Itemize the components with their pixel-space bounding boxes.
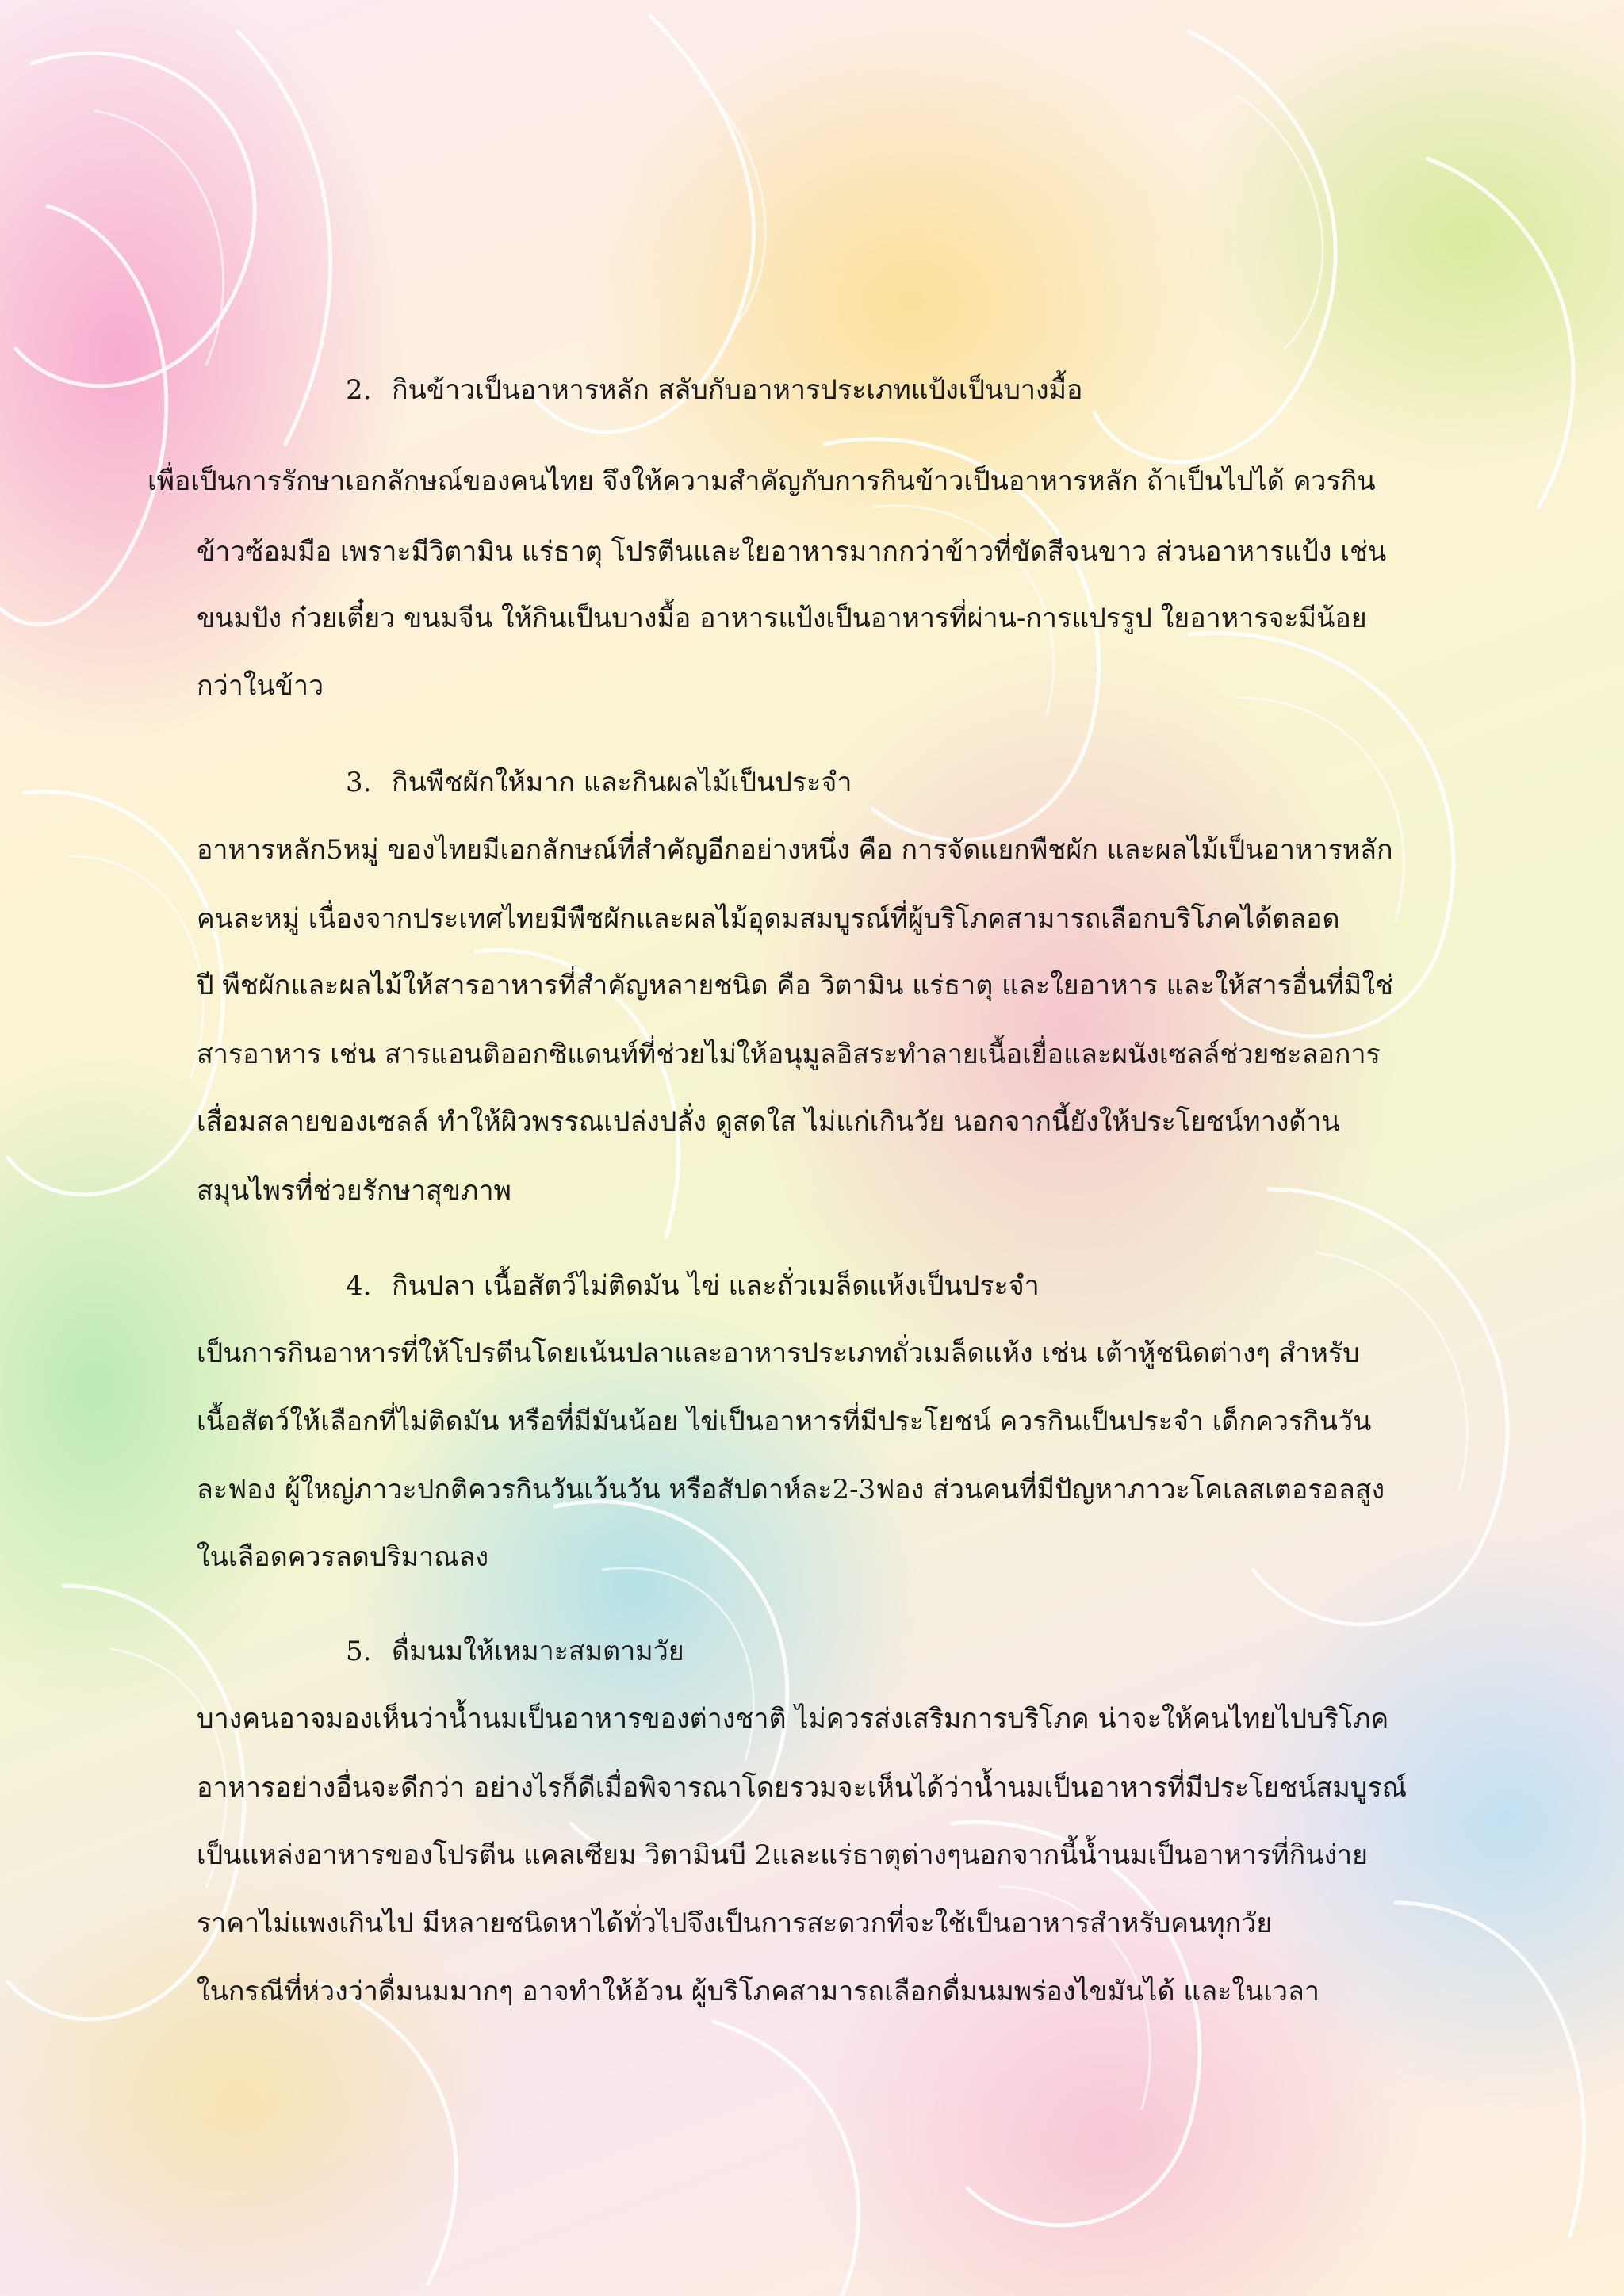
section-2-line-2: ข้าวซ้อมมือ เพราะมีวิตามิน แร่ธาตุ โปรตีนและใยอาหารมากกว่าข้าวที่ขัดสีจนขาว ส่วนอาหารแป้ง เช่น — [197, 536, 1387, 568]
section-4-title: กินปลา เนื้อสัตว์ไม่ติดมัน ไข่ และถั่วเมล็ดแห้งเป็นประจำ — [392, 1270, 1040, 1302]
section-3-title: กินพืชผักให้มาก และกินผลไม้เป็นประจำ — [392, 767, 852, 798]
section-4-heading — [346, 1269, 1040, 1303]
section-3-line-1: อาหารหลัก5หมู่ ของไทยมีเอกลักษณ์ที่สำคัญอีกอย่างหนึ่ง คือ การจัดแยกพืชผัก และผลไม้เป็นอาหารหลัก — [197, 834, 1393, 866]
section-5-title: ดื่มนมให้เหมาะสมตามวัย — [392, 1636, 684, 1667]
section-5-line-4: ราคาไม่แพงเกินไป มีหลายชนิดหาได้ทั่วไปจึงเป็นการสะดวกที่จะใช้เป็นอาหารสำหรับคนทุกวัย — [197, 1908, 1273, 1939]
section-4-line-4: ในเลือดควรลดปริมาณลง — [197, 1541, 489, 1573]
section-5-line-1: บางคนอาจมองเห็นว่าน้ำนมเป็นอาหารของต่างชาติ ไม่ควรส่งเสริมการบริโภค น่าจะให้คนไทยไปบริโภค — [197, 1703, 1389, 1735]
section-5-number: 5. — [346, 1636, 372, 1667]
section-3-line-3: ปี พืชผักและผลไม้ให้สารอาหารที่สำคัญหลายชนิด คือ วิตามิน แร่ธาตุ และใยอาหาร และให้สารอื่นที่มิใช่ — [197, 970, 1394, 1001]
section-3-line-5: เสื่อมสลายของเซลล์ ทำให้ผิวพรรณเปล่งปลั่ง ดูสดใส ไม่แก่เกินวัย นอกจากนี้ยังให้ประโยชน์ทางด้าน — [197, 1106, 1340, 1138]
section-5-line-2: อาหารอย่างอื่นจะดีกว่า อย่างไรก็ดีเมื่อพิจารณาโดยรวมจะเห็นได้ว่าน้ำนมเป็นอาหารที่มีประโยชน์สมบูรณ์ — [197, 1772, 1408, 1804]
section-2-heading — [346, 373, 1082, 408]
section-5-line-5: ในกรณีที่ห่วงว่าดื่มนมมากๆ อาจทำให้อ้วน ผู้บริโภคสามารถเลือกดื่มนมพร่องไขมันได้ และในเวลา — [197, 1976, 1320, 2007]
section-3-line-2: คนละหมู่ เนื่องจากประเทศไทยมีพืชผักและผลไม้อุดมสมบูรณ์ที่ผู้บริโภคสามารถเลือกบริโภคได้ตลอด — [197, 903, 1340, 935]
section-3-line-4: สารอาหาร เช่น สารแอนติออกซิแดนท์ที่ช่วยไม่ให้อนุมูลอิสระทำลายเนื้อเยื่อและผนังเซลล์ช่วยชะลอการ — [197, 1039, 1381, 1070]
section-2-title: กินข้าวเป็นอาหารหลัก สลับกับอาหารประเภทแป้งเป็นบางมื้อ — [392, 374, 1083, 406]
section-3-number: 3. — [346, 767, 372, 798]
section-5-line-3: เป็นแหล่งอาหารของโปรตีน แคลเซียม วิตามินบี 2และแร่ธาตุต่างๆนอกจากนี้น้ำนมเป็นอาหารที่กินง่าย — [197, 1839, 1369, 1871]
section-4-line-2: เนื้อสัตว์ให้เลือกที่ไม่ติดมัน หรือที่มีมันน้อย ไข่เป็นอาหารที่มีประโยชน์ ควรกินเป็นประจำ เด็กควรกินวัน — [197, 1406, 1372, 1437]
section-3-line-6: สมุนไพรที่ช่วยรักษาสุขภาพ — [197, 1175, 511, 1207]
section-2-line-1: เพื่อเป็นการรักษาเอกลักษณ์ของคนไทย จึงให้ความสำคัญกับการกินข้าวเป็นอาหารหลัก ถ้าเป็นไปได้ ควรกิน — [147, 465, 1376, 497]
section-4-number: 4. — [346, 1270, 372, 1302]
section-3-heading — [346, 765, 852, 800]
section-2-line-3: ขนมปัง ก๋วยเตี๋ยว ขนมจีน ให้กินเป็นบางมื้อ อาหารแป้งเป็นอาหารที่ผ่าน-การแปรรูป ใยอาหารจะมีน้อย — [197, 603, 1367, 634]
section-5-heading — [346, 1634, 684, 1669]
section-4-line-3: ละฟอง ผู้ใหญ่ภาวะปกติควรกินวันเว้นวัน หรือสัปดาห์ละ2-3ฟอง ส่วนคนที่มีปัญหาภาวะโคเลสเตอรอลสูง — [197, 1474, 1385, 1506]
section-4-line-1: เป็นการกินอาหารที่ให้โปรตีนโดยเน้นปลาและอาหารประเภทถั่วเมล็ดแห้ง เช่น เต้าหู้ชนิดต่างๆ สำหรับ — [197, 1337, 1360, 1369]
section-2-number: 2. — [346, 374, 372, 406]
section-2-line-4: กว่าในข้าว — [197, 670, 324, 702]
